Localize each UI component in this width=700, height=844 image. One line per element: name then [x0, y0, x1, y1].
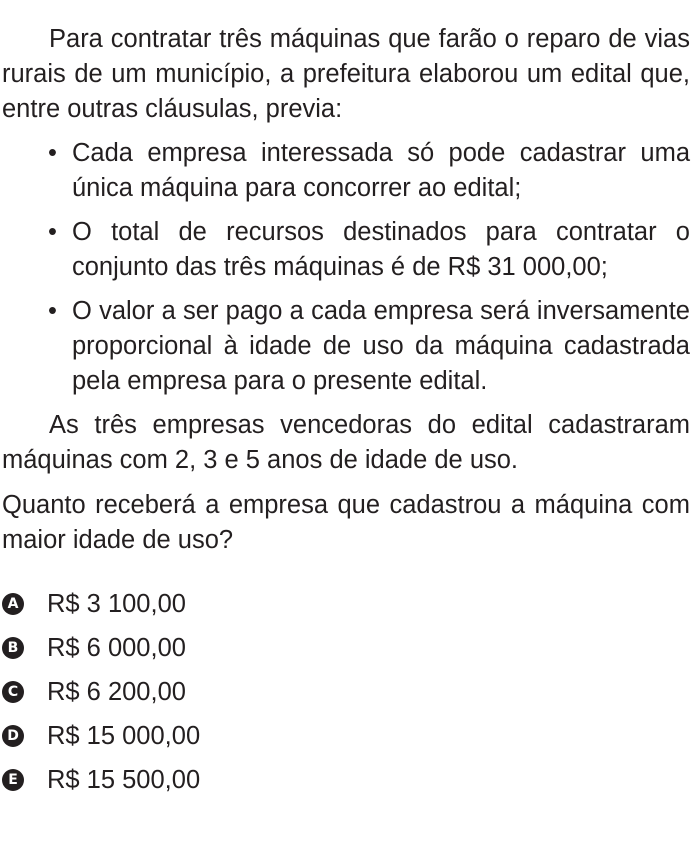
option-text: R$ 6 000,00	[47, 633, 186, 662]
clause-text: O valor a ser pago a cada empresa será inversamente proporcional à idade de uso da máquina cadastrada pela empresa para o presente edital.	[72, 297, 690, 395]
answer-option-e[interactable]	[2, 758, 690, 802]
option-letter-badge: E	[2, 769, 24, 791]
option-text: R$ 15 500,00	[47, 765, 201, 794]
clause-item	[48, 136, 690, 206]
bullet-mark: •	[48, 297, 57, 325]
answer-option-a[interactable]	[2, 582, 690, 626]
option-letter-badge: D	[2, 725, 24, 747]
clause-item	[48, 215, 690, 285]
option-letter-badge: A	[2, 593, 24, 615]
bullet-mark: •	[48, 218, 57, 246]
option-text: R$ 15 000,00	[47, 721, 201, 750]
answer-option-d[interactable]	[2, 714, 690, 758]
option-letter-badge: C	[2, 681, 24, 703]
question-prompt: Quanto receberá a empresa que cadastrou a máquina com maior idade de uso?	[2, 491, 690, 554]
context-paragraph: As três empresas vencedoras do edital cadastraram máquinas com 2, 3 e 5 anos de idade de uso.	[2, 411, 690, 474]
clause-text: O total de recursos destinados para contratar o conjunto das três máquinas é de R$ 31 000,00;	[72, 218, 690, 281]
clauses-list	[2, 136, 690, 399]
bullet-mark: •	[48, 139, 57, 167]
clause-item	[48, 294, 690, 399]
option-letter-badge: B	[2, 637, 24, 659]
intro-paragraph: Para contratar três máquinas que farão o reparo de vias rurais de um município, a prefeitura elaborou um edital que, entre outras cláusulas, previa:	[2, 25, 690, 123]
option-text: R$ 6 200,00	[47, 677, 186, 706]
clause-text: Cada empresa interessada só pode cadastrar uma única máquina para concorrer ao edital;	[72, 139, 690, 202]
question-block	[2, 22, 690, 802]
answer-option-c[interactable]	[2, 670, 690, 714]
option-text: R$ 3 100,00	[47, 589, 186, 618]
answer-option-b[interactable]	[2, 626, 690, 670]
answer-options	[2, 582, 690, 802]
